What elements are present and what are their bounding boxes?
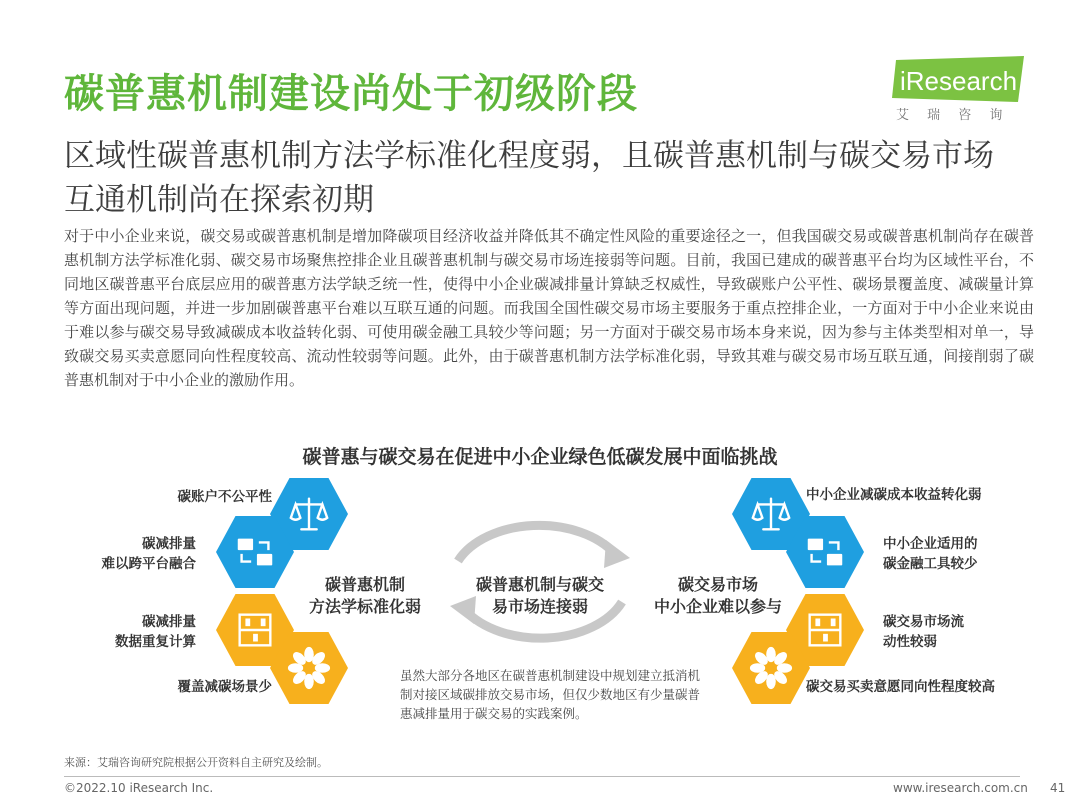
source-note: 来源：艾瑞咨询研究院根据公开资料自主研究及绘制。 <box>64 756 328 769</box>
website-link[interactable]: www.iresearch.com.cn <box>893 781 1028 795</box>
right-label-4: 碳交易买卖意愿同向性程度较高 <box>806 679 995 695</box>
right-label-1: 中小企业减碳成本收益转化弱 <box>806 487 982 503</box>
copyright: ©2022.10 iResearch Inc. <box>64 781 214 795</box>
scales-icon <box>748 491 794 537</box>
logo-tagline: 艾 瑞 咨 询 <box>896 108 1010 123</box>
svg-text:iResearch: iResearch <box>900 66 1018 96</box>
page-subtitle: 区域性碳普惠机制方法学标准化程度弱，且碳普惠机制与碳交易市场互通机制尚在探索初期 <box>64 138 994 218</box>
center-category-label: 碳普惠机制与碳交 易市场连接弱 <box>475 575 604 616</box>
left-label-1: 碳账户不公平性 <box>177 489 272 505</box>
body-paragraph: 对于中小企业来说，碳交易或碳普惠机制是增加降碳项目经济收益并降低其不确定性风险的重要途径之一，但我国碳交易或碳普惠机制尚存在碳普惠机制方法学标准化弱、碳交易市场聚焦控排企业且碳普惠机制与碳交易市场连接弱等问题。目前，我国已建成的碳普惠平台均为区域性平台，不同地区碳普惠平台底层应用的碳普惠方法学缺乏统一性，使得中小企业碳减排量计算缺乏权威性，导致碳账户公平性、碳场景覆盖度、减碳量计算等方面出现问题，并进一步加剧碳普惠平台难以互联互通的问题。而我国全国性碳交易市场主要服务于重点控排企业，一方面对于中小企业来说由于难以参与碳交易导致减碳成本收益转化弱、可使用碳金融工具较少等问题；另一方面对于碳交易市场本身来说，因为参与主体类型相对单一，导致碳交易买卖意愿同向性程度较高、流动性较弱等问题。此外，由于碳普惠机制方法学标准化弱，导致其难与碳交易市场互联互通，间接削弱了碳普惠机制对于中小企业的激励作用。 <box>64 227 1034 389</box>
page-title: 碳普惠机制建设尚处于初级阶段 <box>64 71 638 117</box>
folder-transfer-icon <box>802 529 848 575</box>
right-label-3: 碳交易市场流 动性较弱 <box>883 614 964 650</box>
right-category-label: 碳交易市场 中小企业难以参与 <box>653 575 782 616</box>
abacus-icon <box>802 607 848 653</box>
left-label-2: 碳减排量 难以跨平台融合 <box>101 536 196 572</box>
diagram-note: 虽然大部分各地区在碳普惠机制建设中规划建立抵消机制对接区域碳排放交易市场，但仅少数地区有少量碳普惠减排量用于碳交易的实践案例。 <box>400 668 701 721</box>
footer-divider <box>64 776 1020 777</box>
left-label-4: 覆盖减碳场景少 <box>177 679 272 695</box>
page-number: 41 <box>1050 781 1066 795</box>
flower-icon <box>748 645 794 691</box>
arrow-head-right <box>604 540 630 568</box>
right-label-2: 中小企业适用的 碳金融工具较少 <box>883 536 978 572</box>
scales-icon <box>286 491 332 537</box>
left-category-label: 碳普惠机制 方法学标准化弱 <box>308 575 421 616</box>
left-label-3: 碳减排量 数据重复计算 <box>115 614 196 650</box>
diagram-title: 碳普惠与碳交易在促进中小企业绿色低碳发展中面临挑战 <box>302 446 778 468</box>
folder-transfer-icon <box>232 529 278 575</box>
abacus-icon <box>232 607 278 653</box>
flower-icon <box>286 645 332 691</box>
